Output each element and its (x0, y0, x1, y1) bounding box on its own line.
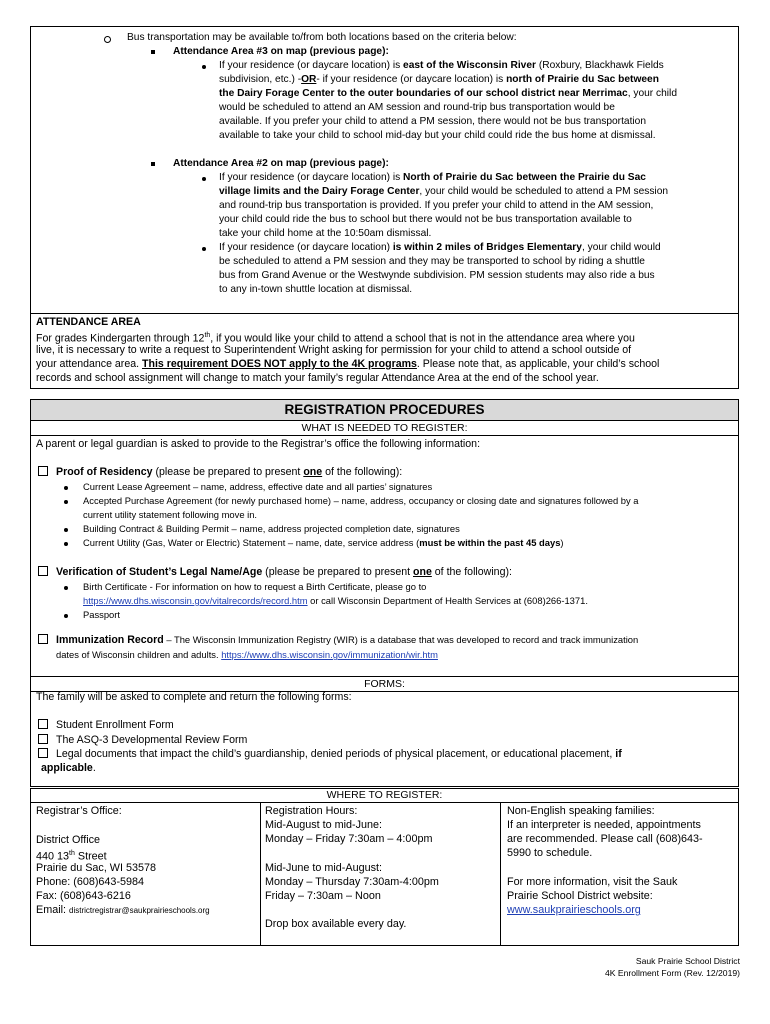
bullet (64, 486, 68, 490)
bullet (64, 614, 68, 618)
area2-text: to any in-town shuttle location at dismissal. (219, 284, 413, 295)
residency-item: Current Lease Agreement – name, address, effective date and all parties’ signatures (83, 481, 433, 492)
area2-text: village limits and the Dairy Forage Center, your child would be scheduled to attend a PM session (219, 186, 669, 197)
square-bullet (151, 162, 155, 166)
registrar-office-title: Registrar’s Office: (36, 805, 122, 817)
office-name: District Office (36, 834, 100, 846)
registration-section (30, 399, 739, 787)
hours-title: Registration Hours: (265, 805, 358, 817)
footer-form-rev: 4K Enrollment Form (Rev. 12/2019) (604, 968, 740, 978)
verification-heading: Verification of Student’s Legal Name/Age (please be prepared to present one of the following): (38, 566, 512, 578)
residency-checkbox[interactable] (38, 466, 48, 476)
non-english-text: If an interpreter is needed, appointments (507, 819, 701, 831)
area2-text: your child could ride the bus to school but there would not be bus transportation available to (219, 214, 632, 225)
residency-item: Accepted Purchase Agreement (for newly purchased home) – name, address, occupancy or closing date and signatures followed by a (83, 495, 639, 506)
non-english-text: 5990 to schedule. (507, 847, 593, 859)
more-info-text: For more information, visit the Sauk (507, 876, 678, 888)
office-street: 440 13th Street (36, 850, 107, 863)
residency-heading: Proof of Residency (please be prepared to present one of the following): (38, 466, 402, 478)
immunization-text: dates of Wisconsin children and adults. https://www.dhs.wisconsin.gov/immunization/wir.htm (56, 649, 438, 660)
attendance-text: records and school assignment will change to match your family’s regular Attendance Area at the end of the school year. (36, 372, 599, 384)
area2-text: If your residence (or daycare location) is within 2 miles of Bridges Elementary, your child would (219, 242, 661, 253)
residency-item: current utility statement following move in. (83, 509, 258, 520)
office-email: Email: districtregistrar@saukprairieschools.org (36, 904, 210, 916)
immunization-checkbox[interactable] (38, 634, 48, 644)
form-checkbox[interactable] (38, 748, 48, 758)
needed-intro: A parent or legal guardian is asked to provide to the Registrar’s office the following information: (36, 438, 481, 450)
form-checkbox[interactable] (38, 719, 48, 729)
area3-heading: Attendance Area #3 on map (previous page): (173, 46, 389, 57)
footer-district: Sauk Prairie School District (635, 956, 740, 966)
bullet (202, 247, 206, 251)
transport-intro: Bus transportation may be available to/from both locations based on the criteria below: (127, 32, 517, 43)
bullet (64, 528, 68, 532)
what-needed-header: WHAT IS NEEDED TO REGISTER: (31, 421, 738, 436)
area3-text: If your residence (or daycare location) is east of the Wisconsin River (Roxbury, Blackhawk Fields (219, 60, 664, 71)
forms-header: FORMS: (31, 676, 738, 692)
area2-text: be scheduled to attend a PM session and they may be transported to school by riding a shuttle (219, 256, 645, 267)
bullet (64, 586, 68, 590)
hours-line: Monday – Thursday 7:30am-4:00pm (265, 876, 439, 888)
attendance-text: live, it is necessary to write a request to Superintendent Wright asking for permission for your child to attend a school outside of (36, 344, 632, 356)
hours-line: Friday – 7:30am – Noon (265, 890, 381, 902)
passport-item: Passport (83, 609, 120, 620)
area2-heading: Attendance Area #2 on map (previous page): (173, 158, 389, 169)
area3-text: would be scheduled to attend an AM session and round-trip bus transportation would be (219, 102, 615, 113)
form-item: applicable. (41, 762, 96, 774)
residency-item: Building Contract & Building Permit – name, address projected completion date, signatures (83, 523, 460, 534)
bullet (202, 65, 206, 69)
transport-section (30, 26, 739, 314)
attendance-area-title: ATTENDANCE AREA (36, 316, 141, 328)
verification-checkbox[interactable] (38, 566, 48, 576)
area2-text: and round-trip bus transportation is provided. If you prefer your child to attend in the AM session, (219, 200, 654, 211)
hours-line: Monday – Friday 7:30am – 4:00pm (265, 833, 433, 845)
residency-item: Current Utility (Gas, Water or Electric) Statement – name, date, service address (must be within the past 45 days) (83, 537, 564, 548)
form-item: Student Enrollment Form (38, 719, 174, 731)
office-phone: Phone: (608)643-5984 (36, 876, 145, 888)
circle-bullet (104, 36, 111, 43)
bullet (202, 177, 206, 181)
area3-text: the Dairy Forage Center to the outer boundaries of our school district near Merrimac, your child (219, 88, 677, 99)
bullet (64, 500, 68, 504)
where-to-register-section (30, 788, 739, 946)
birth-certificate-item: Birth Certificate - For information on how to request a Birth Certificate, please go to (83, 581, 427, 592)
hours-line: Mid-August to mid-June: (265, 819, 383, 831)
non-english-title: Non-English speaking families: (507, 805, 655, 817)
bullet (64, 542, 68, 546)
area2-text: take your child home at the 10:50am dismissal. (219, 228, 432, 239)
area3-text: available. If you prefer your child to attend a PM session, there would not be bus transportation (219, 116, 646, 127)
district-website-link[interactable]: www.saukprairieschools.org (507, 904, 641, 916)
area2-text: bus from Grand Avenue or the Westwynde subdivision. PM session students may also ride a bus (219, 270, 655, 281)
attendance-area-section (30, 313, 739, 389)
form-item: Legal documents that impact the child’s guardianship, denied periods of physical placement, or educational placement, if (38, 748, 622, 760)
where-header: WHERE TO REGISTER: (31, 789, 738, 803)
attendance-text: your attendance area. This requirement DOES NOT apply to the 4K programs. Please note that, as applicable, your child’s school (36, 358, 660, 370)
forms-intro: The family will be asked to complete and return the following forms: (36, 691, 352, 703)
attendance-text: For grades Kindergarten through 12th, if you would like your child to attend a school that is not in the attendance area where you (36, 332, 635, 345)
email-address[interactable]: districtregistrar@saukprairieschools.org (69, 906, 210, 915)
hours-line: Mid-June to mid-August: (265, 862, 383, 874)
area3-text: subdivision, etc.) -OR- if your residence (or daycare location) is north of Prairie du Sac between (219, 74, 659, 85)
office-city: Prairie du Sac, WI 53578 (36, 862, 157, 874)
birth-certificate-item: https://www.dhs.wisconsin.gov/vitalrecords/record.htm or call Wisconsin Department of Health Services at (608)266-1371. (83, 595, 588, 606)
non-english-text: are recommended. Please call (608)643- (507, 833, 703, 845)
area3-text: available to take your child to school mid-day but your child could ride the bus home at dismissal. (219, 130, 656, 141)
immunization-heading: Immunization Record – The Wisconsin Immunization Registry (WIR) is a database that was developed to record and track immunization (38, 634, 638, 646)
more-info-text: Prairie School District website: (507, 890, 653, 902)
form-item: The ASQ-3 Developmental Review Form (38, 734, 247, 746)
drop-box-note: Drop box available every day. (265, 918, 407, 930)
registration-title: REGISTRATION PROCEDURES (31, 400, 738, 421)
area2-text: If your residence (or daycare location) is North of Prairie du Sac between the Prairie du Sac (219, 172, 646, 183)
office-fax: Fax: (608)643-6216 (36, 890, 131, 902)
form-checkbox[interactable] (38, 734, 48, 744)
square-bullet (151, 50, 155, 54)
immunization-link[interactable]: https://www.dhs.wisconsin.gov/immunization/wir.htm (221, 649, 438, 660)
birth-certificate-link[interactable]: https://www.dhs.wisconsin.gov/vitalrecords/record.htm (83, 595, 308, 606)
